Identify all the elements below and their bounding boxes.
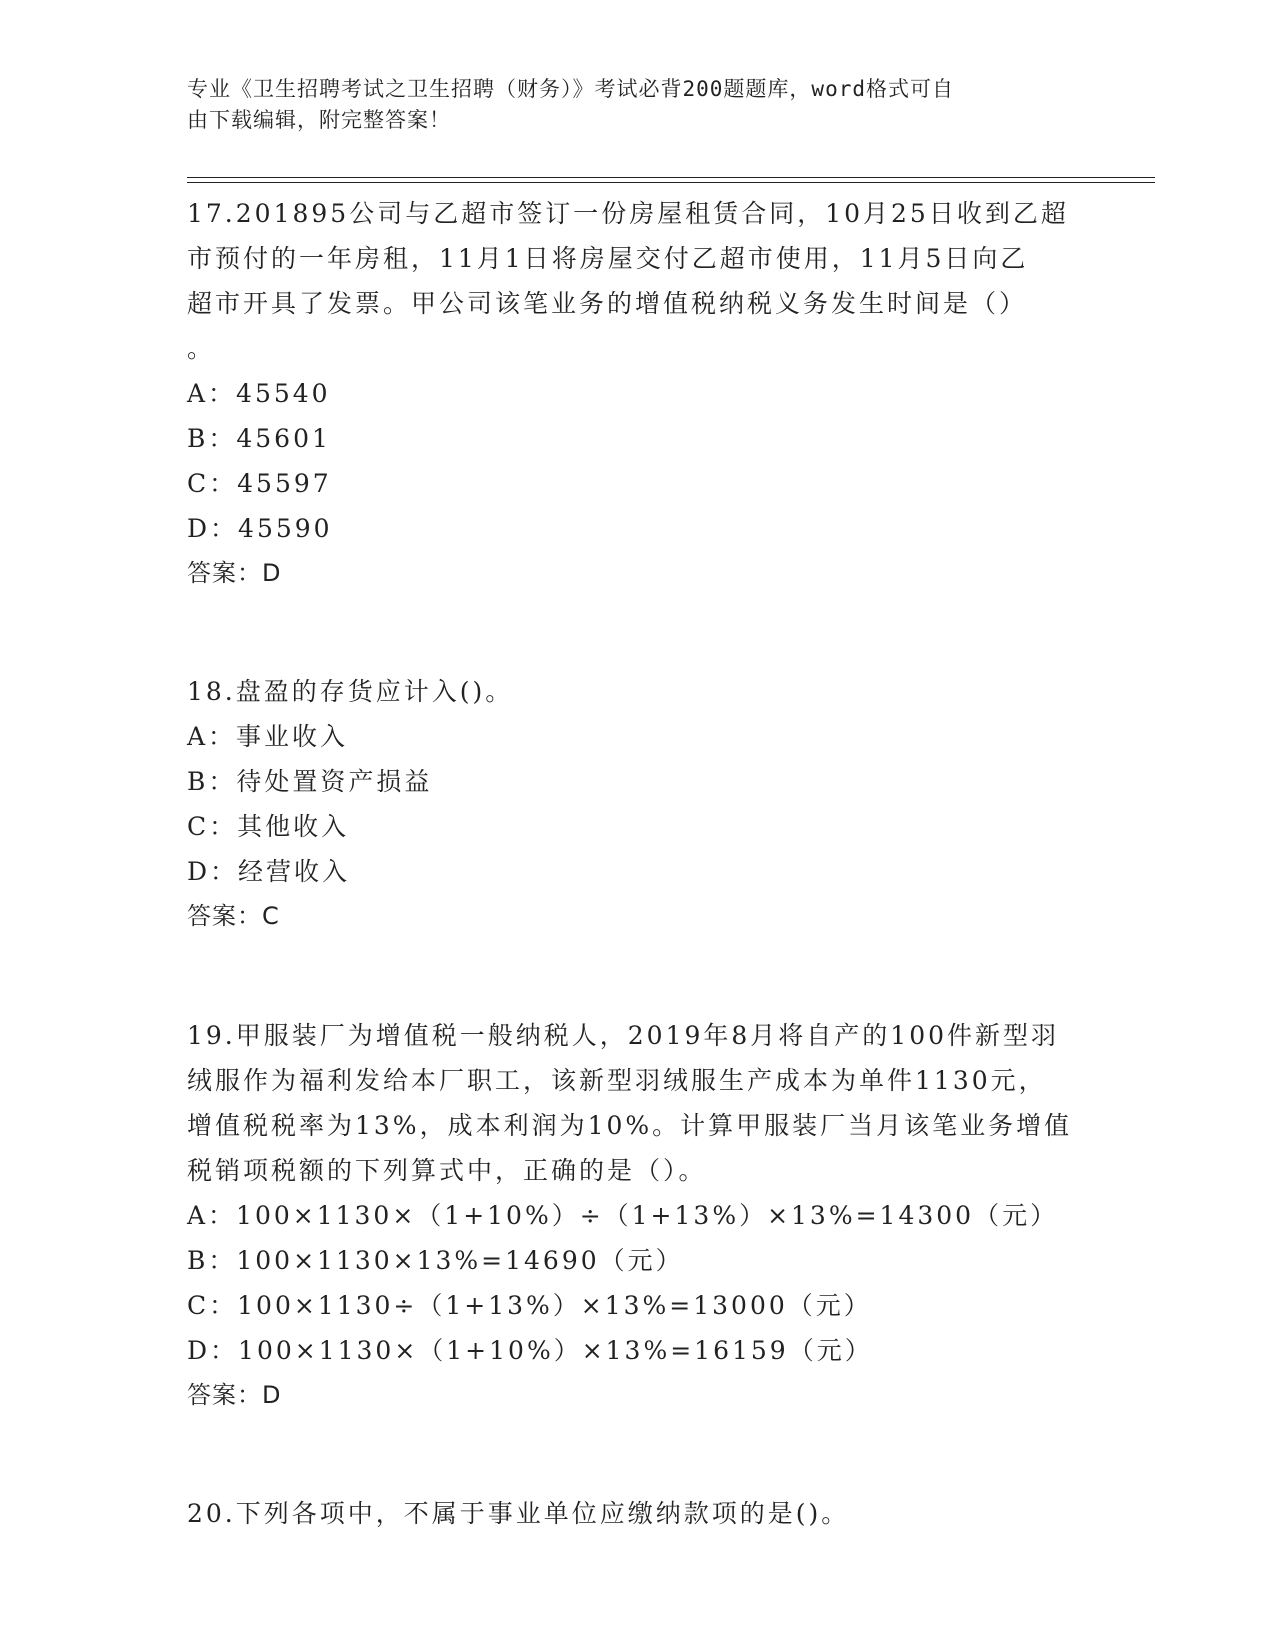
header-divider <box>187 177 1155 178</box>
stem-line: 超市开具了发票。甲公司该笔业务的增值税纳税义务发生时间是（） <box>187 289 1028 318</box>
option-d: D：经营收入 <box>187 857 351 886</box>
option-b: B：待处置资产损益 <box>187 767 433 796</box>
option-c: C：45597 <box>187 469 332 498</box>
document-header <box>187 74 1067 136</box>
header-line: 由下载编辑，附完整答案！ <box>187 108 451 132</box>
stem-line: 。 <box>187 334 216 363</box>
stem-line: 税销项税额的下列算式中，正确的是（）。 <box>187 1156 707 1185</box>
option-d: D：100×1130×（1+10%）×13%=16159（元） <box>187 1336 873 1365</box>
question-20 <box>187 1491 1087 1536</box>
stem-line: 18.盘盈的存货应计入()。 <box>187 677 514 706</box>
option-a: A：事业收入 <box>187 722 349 751</box>
stem-line: 市预付的一年房租，11月1日将房屋交付乙超市使用，11月5日向乙 <box>187 244 1029 273</box>
option-a: A：100×1130×（1+10%）÷（1+13%）×13%=14300（元） <box>187 1201 1059 1230</box>
header-line: 专业《卫生招聘考试之卫生招聘（财务）》考试必背200题题库，word格式可自 <box>187 77 954 101</box>
question-stem <box>187 669 1087 714</box>
question-17 <box>187 191 1087 596</box>
answer-line: 答案：D <box>187 1381 282 1409</box>
question-stem <box>187 1491 1087 1536</box>
question-stem <box>187 1013 1087 1193</box>
option-c: C：其他收入 <box>187 812 350 841</box>
stem-line: 20.下列各项中，不属于事业单位应缴纳款项的是()。 <box>187 1499 850 1528</box>
answer-line: 答案：D <box>187 559 282 587</box>
question-list <box>187 191 1087 1536</box>
option-d: D：45590 <box>187 514 333 543</box>
option-c: C：100×1130÷（1+13%）×13%=13000（元） <box>187 1291 872 1320</box>
stem-line: 绒服作为福利发给本厂职工，该新型羽绒服生产成本为单件1130元， <box>187 1066 1047 1095</box>
question-19 <box>187 1013 1087 1418</box>
header-divider <box>187 182 1155 183</box>
answer-line: 答案：C <box>187 902 280 930</box>
stem-line: 增值税税率为13%，成本利润为10%。计算甲服装厂当月该笔业务增值 <box>187 1111 1073 1140</box>
option-b: B：100×1130×13%=14690（元） <box>187 1246 684 1275</box>
question-stem <box>187 191 1087 371</box>
option-b: B：45601 <box>187 424 331 453</box>
stem-line: 17.201895公司与乙超市签订一份房屋租赁合同，10月25日收到乙超 <box>187 199 1069 228</box>
stem-line: 19.甲服装厂为增值税一般纳税人，2019年8月将自产的100件新型羽 <box>187 1021 1060 1050</box>
option-a: A：45540 <box>187 379 331 408</box>
question-18 <box>187 669 1087 939</box>
